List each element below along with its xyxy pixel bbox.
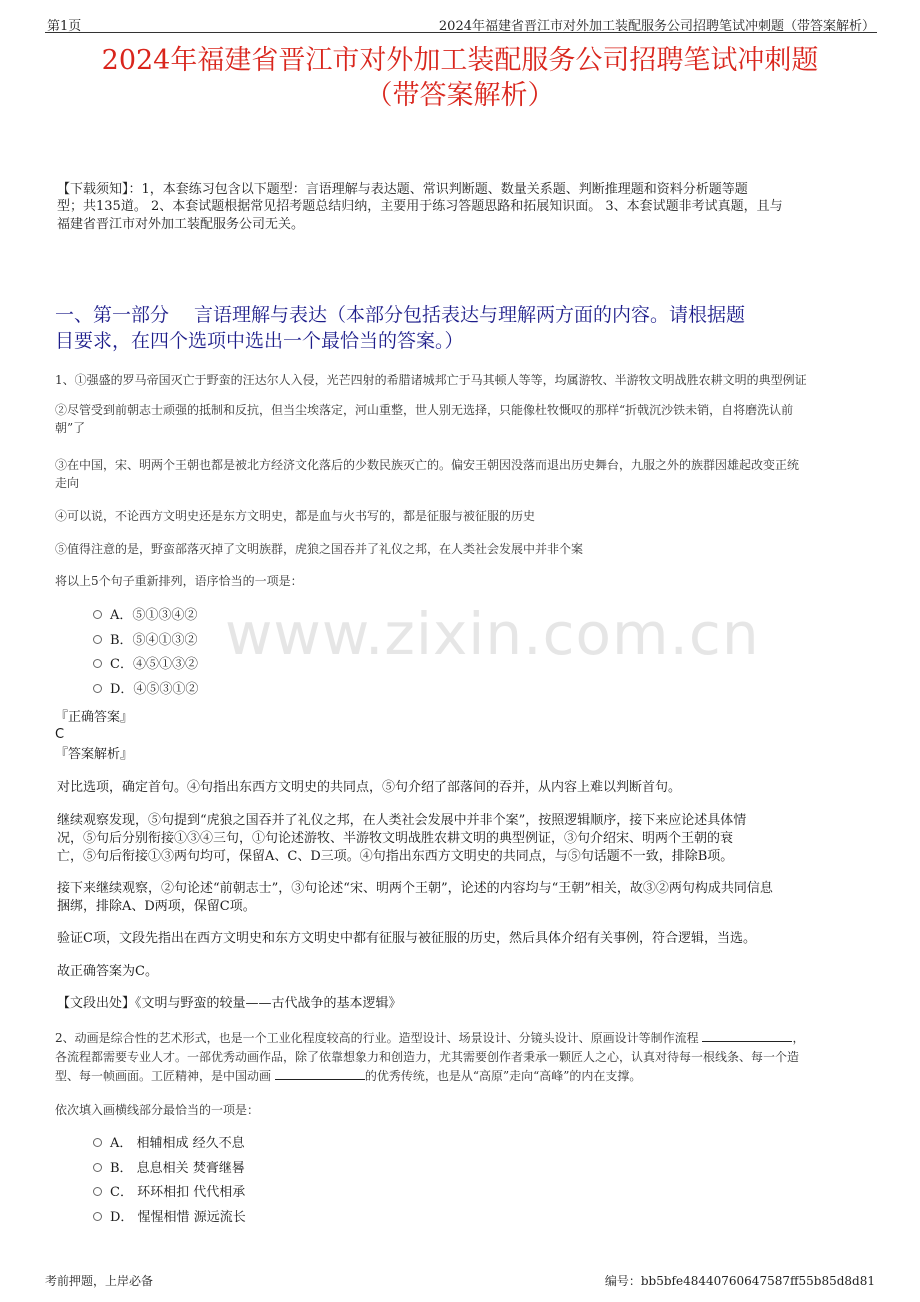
- radio-icon[interactable]: [93, 659, 102, 668]
- q2-option-c[interactable]: C． 环环相扣 代代相承: [93, 1184, 245, 1202]
- notice-line-3: 福建省晋江市对外加工装配服务公司无关。: [57, 217, 305, 232]
- q1-sentence-5: ⑤值得注意的是，野蛮部落灭掉了文明族群，虎狼之国吞并了礼仪之邦，在人类社会发展中并非个案: [55, 542, 584, 556]
- radio-icon[interactable]: [93, 684, 102, 693]
- fill-blank-1: [702, 1029, 792, 1042]
- q1-sentence-4: ④可以说，不论西方文明史还是东方文明史，都是血与火书写的，都是征服与被征服的历史: [55, 509, 536, 523]
- document-id: 编号：bb5bfe48440760647587ff55b85d8d81: [604, 1274, 875, 1288]
- q1-option-d[interactable]: D．④⑤③①②: [93, 681, 198, 699]
- running-title: 2024年福建省晋江市对外加工装配服务公司招聘笔试冲刺题（带答案解析）: [438, 19, 875, 34]
- q1-option-c[interactable]: C．④⑤①③②: [93, 656, 198, 674]
- footer-slogan: 考前押题，上岸必备: [45, 1274, 154, 1288]
- radio-icon[interactable]: [93, 635, 102, 644]
- q1-sentence-1: 1、①强盛的罗马帝国灭亡于野蛮的汪达尔人入侵，光芒四射的希腊诸城邦亡于马其顿人等等，均属游牧、半游牧文明战胜农耕文明的典型例证: [55, 373, 807, 387]
- section-heading-line-1: 一、第一部分 言语理解与表达（本部分包括表达与理解两方面的内容。请根据题: [55, 304, 746, 326]
- radio-icon[interactable]: [93, 1163, 102, 1172]
- fill-blank-2: [275, 1067, 365, 1080]
- q2-option-b[interactable]: B． 息息相关 焚膏继晷: [93, 1160, 245, 1178]
- q2-stem: 依次填入画横线部分最恰当的一项是：: [55, 1103, 260, 1117]
- analysis-para-2b: 况，⑤句后分别衔接①③④三句，①句论述游牧、半游牧文明战胜农耕文明的典型例证，③句介绍宋、明两个王朝的衰: [57, 831, 734, 846]
- analysis-para-3b: 捆绑，排除A、D两项，保留C项。: [57, 899, 256, 914]
- analysis-para-2a: 继续观察发现，⑤句提到“虎狼之国吞并了礼仪之邦，在人类社会发展中并非个案”，按照逻辑顺序，接下来应论述具体情: [57, 813, 747, 828]
- analysis-para-1: 对比选项，确定首句。④句指出东西方文明史的共同点，⑤句介绍了部落间的吞并，从内容上难以判断首句。: [57, 780, 682, 795]
- page-title: 2024年福建省晋江市对外加工装配服务公司招聘笔试冲刺题: [101, 45, 819, 76]
- q1-sentence-3b: 走向: [55, 476, 80, 490]
- radio-icon[interactable]: [93, 1212, 102, 1221]
- radio-icon[interactable]: [93, 1138, 102, 1147]
- page-subtitle: （带答案解析）: [365, 80, 555, 111]
- q1-sentence-2b: 朝”了: [55, 421, 86, 435]
- radio-icon[interactable]: [93, 610, 102, 619]
- q2-line-1: 2、动画是综合性的艺术形式，也是一个工业化程度较高的行业。造型设计、场景设计、分镜头设计、原画设计等制作流程 ，: [55, 1031, 805, 1045]
- radio-icon[interactable]: [93, 1187, 102, 1196]
- analysis-para-3a: 接下来继续观察，②句论述“前朝志士”，③句论述“宋、明两个王朝”，论述的内容均与“王朝”相关，故③②两句构成共同信息: [57, 881, 773, 896]
- analysis-para-4: 验证C项，文段先指出在西方文明史和东方文明史中都有征服与被征服的历史，然后具体介绍有关事例，符合逻辑，当选。: [57, 931, 756, 946]
- q1-sentence-3a: ③在中国，宋、明两个王朝也都是被北方经济文化落后的少数民族灭亡的。偏安王朝因没落而退出历史舞台，九服之外的族群因雄起改变正统: [55, 458, 800, 472]
- q1-option-a[interactable]: A．⑤①③④②: [93, 607, 197, 625]
- q1-option-b[interactable]: B．⑤④①③②: [93, 632, 198, 650]
- section-heading-line-2: 目要求，在四个选项中选出一个最恰当的答案。）: [55, 330, 464, 352]
- q2-line-3: 型、每一帧画面。工匠精神，是中国动画 的优秀传统，也是从“高原”走向“高峰”的内在支撑。: [55, 1069, 642, 1083]
- answer-value: C: [55, 727, 65, 742]
- analysis-label: 『答案解析』: [55, 747, 134, 762]
- answer-label: 『正确答案』: [55, 710, 134, 725]
- notice-line-1: 【下载须知】：1，本套练习包含以下题型：言语理解与表达题、常识判断题、数量关系题、判断推理题和资料分析题等题: [57, 182, 748, 197]
- notice-line-2: 型；共135道。 2、本套试题根据常见招考题总结归纳，主要用于练习答题思路和拓展知识面。 3、本套试题非考试真题，且与: [57, 199, 783, 214]
- q2-option-a[interactable]: A． 相辅相成 经久不息: [93, 1135, 245, 1153]
- page-number: 第1页: [47, 19, 82, 34]
- passage-source: 【文段出处】《文明与野蛮的较量——古代战争的基本逻辑》: [57, 996, 402, 1011]
- q1-stem: 将以上5个句子重新排列，语序恰当的一项是：: [55, 574, 303, 588]
- analysis-para-5: 故正确答案为C。: [57, 964, 158, 979]
- header-rule: [45, 32, 877, 33]
- watermark: www.zixin.com.cn: [225, 600, 760, 668]
- analysis-para-2c: 亡，⑤句后衔接①③两句均可，保留A、C、D三项。④句指出东西方文明史的共同点，与⑤句话题不一致，排除B项。: [57, 849, 734, 864]
- q2-line-2: 各流程都需要专业人才。一部优秀动画作品，除了依靠想象力和创造力，尤其需要创作者秉承一颗匠人之心，认真对待每一根线条、每一个造: [55, 1050, 800, 1064]
- q1-sentence-2a: ②尽管受到前朝志士顽强的抵制和反抗，但当尘埃落定，河山重整，世人别无选择，只能像杜牧慨叹的那样“折戟沉沙铁未销，自将磨洗认前: [55, 403, 794, 417]
- q2-option-d[interactable]: D． 惺惺相惜 源远流长: [93, 1209, 246, 1227]
